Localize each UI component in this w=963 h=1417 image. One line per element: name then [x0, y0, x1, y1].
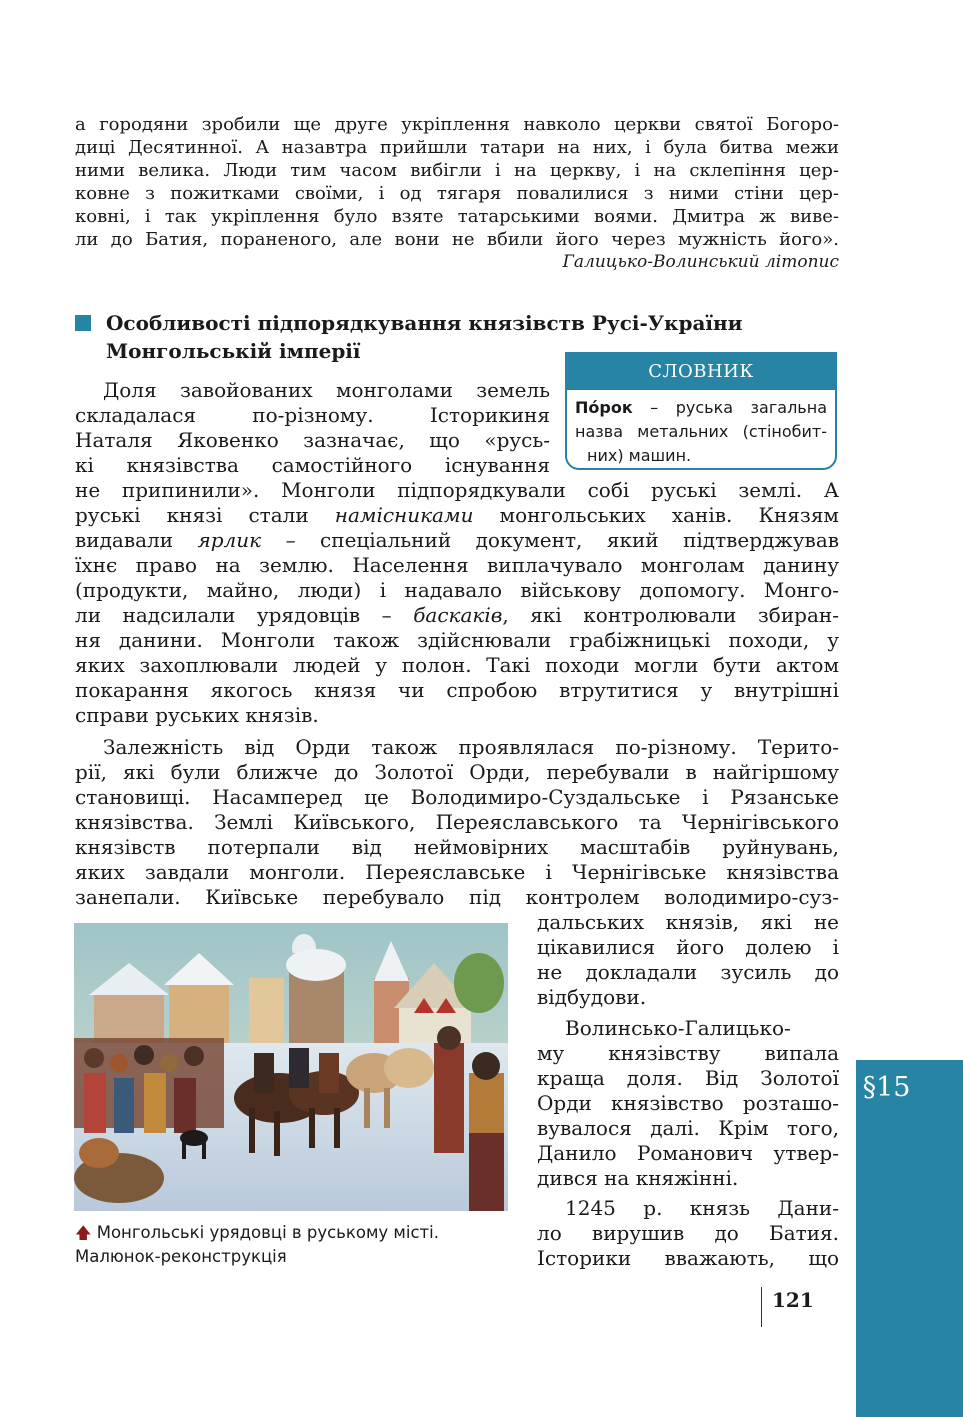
text-line: відбудови.: [537, 985, 647, 1009]
text-line: Історики вважають, що: [537, 1246, 839, 1270]
text-line: ли надсилали урядовців – баскаків, які контролювали збиран-: [75, 603, 839, 627]
text-line: рії, які були ближче до Золотої Орди, перебували в найгіршому: [75, 760, 839, 784]
illustration-mongol-officials-painting: [74, 923, 508, 1211]
text-line: (продукти, майно, люди) і надавало військову допомогу. Монго-: [75, 578, 839, 602]
section-marker-square: [75, 315, 91, 331]
quote-line: диці Десятинної. А назавтра прийшли татари на них, і була битва межи: [75, 137, 839, 158]
caption-text: Монгольські урядовці в руському місті.: [96, 1223, 439, 1242]
text-line: не припинили». Монголи підпорядкували собі руські землі. А: [75, 478, 839, 502]
figure-caption: [75, 1221, 439, 1269]
glossary-box: [565, 352, 837, 470]
text-line: Залежність від Орди також проявлялася по-різному. Терито-: [103, 735, 839, 759]
text-line: занепали. Київське перебувало під контролем володимиро-суз-: [75, 885, 839, 909]
text-line: яких завдали монголи. Переяславське і Чернігівське князівства: [75, 860, 839, 884]
quote-line: а городяни зробили ще друге укріплення навколо церкви святої Богоро-: [75, 114, 839, 135]
up-arrow-icon: 🡅: [75, 1223, 92, 1242]
text-line: Орди князівство розташо-: [537, 1091, 839, 1115]
text-line: покарання якогось князя чи спробою втрутитися у внутрішні: [75, 678, 839, 702]
quote-line: ними велика. Люди тим часом вибігли і на церкву, і на склепіння цер-: [75, 160, 839, 181]
text-line: складалася по-різному. Історикиня: [75, 403, 550, 427]
page-number: 121: [772, 1288, 814, 1312]
text-line: Наталя Яковенко зазначає, що «русь-: [75, 428, 550, 452]
term-italic: ярлик: [197, 528, 262, 552]
text-line: цікавилися його долею і: [537, 935, 839, 959]
text-line: справи руських князів.: [75, 703, 319, 727]
text-line: Доля завойованих монголами земель: [103, 378, 550, 402]
term-italic: баскаків: [413, 603, 503, 627]
term-italic: намісниками: [334, 503, 474, 527]
text-line: 1245 р. князь Дани-: [565, 1196, 839, 1220]
text-line: руські князі стали намісниками монгольських ханів. Князям: [75, 503, 839, 527]
glossary-term: По́рок: [575, 398, 633, 417]
quote-line: ковні, і так укріплення було взяте татарськими воями. Дмитра ж виве-: [75, 206, 839, 227]
text-line: вувалося далі. Крім того,: [537, 1116, 839, 1140]
text-line: ня данини. Монголи також здійснювали грабіжницькі походи, у: [75, 628, 839, 652]
text-line: Волинсько-Галицько-: [565, 1016, 791, 1040]
glossary-text: – руська загальна: [650, 398, 827, 417]
section-heading: Особливості підпорядкування князівств Русі-України: [106, 311, 743, 335]
text-line: князівства. Землі Київського, Переяславського та Чернігівського: [75, 810, 839, 834]
glossary-text: них) машин.: [587, 446, 692, 465]
text-line: краща доля. Від Золотої: [537, 1066, 839, 1090]
page-number-divider: [761, 1287, 762, 1327]
text-line: дився на княжінні.: [537, 1166, 739, 1190]
glossary-text: назва метальних (стінобит-: [575, 422, 827, 441]
section-heading: Монгольській імперії: [106, 339, 361, 363]
text-line: князівств потерпали від неймовірних масштабів руйнувань,: [75, 835, 839, 859]
chapter-side-tab: [856, 1060, 963, 1417]
text-line: яких захоплювали людей у полон. Такі походи могли бути актом: [75, 653, 839, 677]
glossary-definition: [567, 390, 835, 468]
text-line: не докладали зусиль до: [537, 960, 839, 984]
paragraph-number-label: §15: [862, 1072, 911, 1103]
text-line: їхнє право на землю. Населення виплачувало монголам данину: [75, 553, 839, 577]
text-line: становищі. Насамперед це Володимиро-Суздальське і Рязанське: [75, 785, 839, 809]
quote-line: ковне з пожитками своїми, і од тягаря повалилися з ними стіни цер-: [75, 183, 839, 204]
quote-source: Галицько-Волинський літопис: [562, 252, 839, 272]
glossary-title: СЛОВНИК: [567, 354, 835, 390]
caption-text: Малюнок-реконструкція: [75, 1247, 287, 1266]
text-line: кі князівства самостійного існування: [75, 453, 550, 477]
text-line: видавали ярлик – спеціальний документ, який підтверджував: [75, 528, 839, 552]
text-line: ло вирушив до Батия.: [537, 1221, 839, 1245]
text-line: му князівству випала: [537, 1041, 839, 1065]
text-line: Данило Романович утвер-: [537, 1141, 839, 1165]
quote-line: ли до Батия, пораненого, але вони не вбили його через мужність його».: [75, 229, 839, 250]
text-line: дальських князів, які не: [537, 910, 839, 934]
